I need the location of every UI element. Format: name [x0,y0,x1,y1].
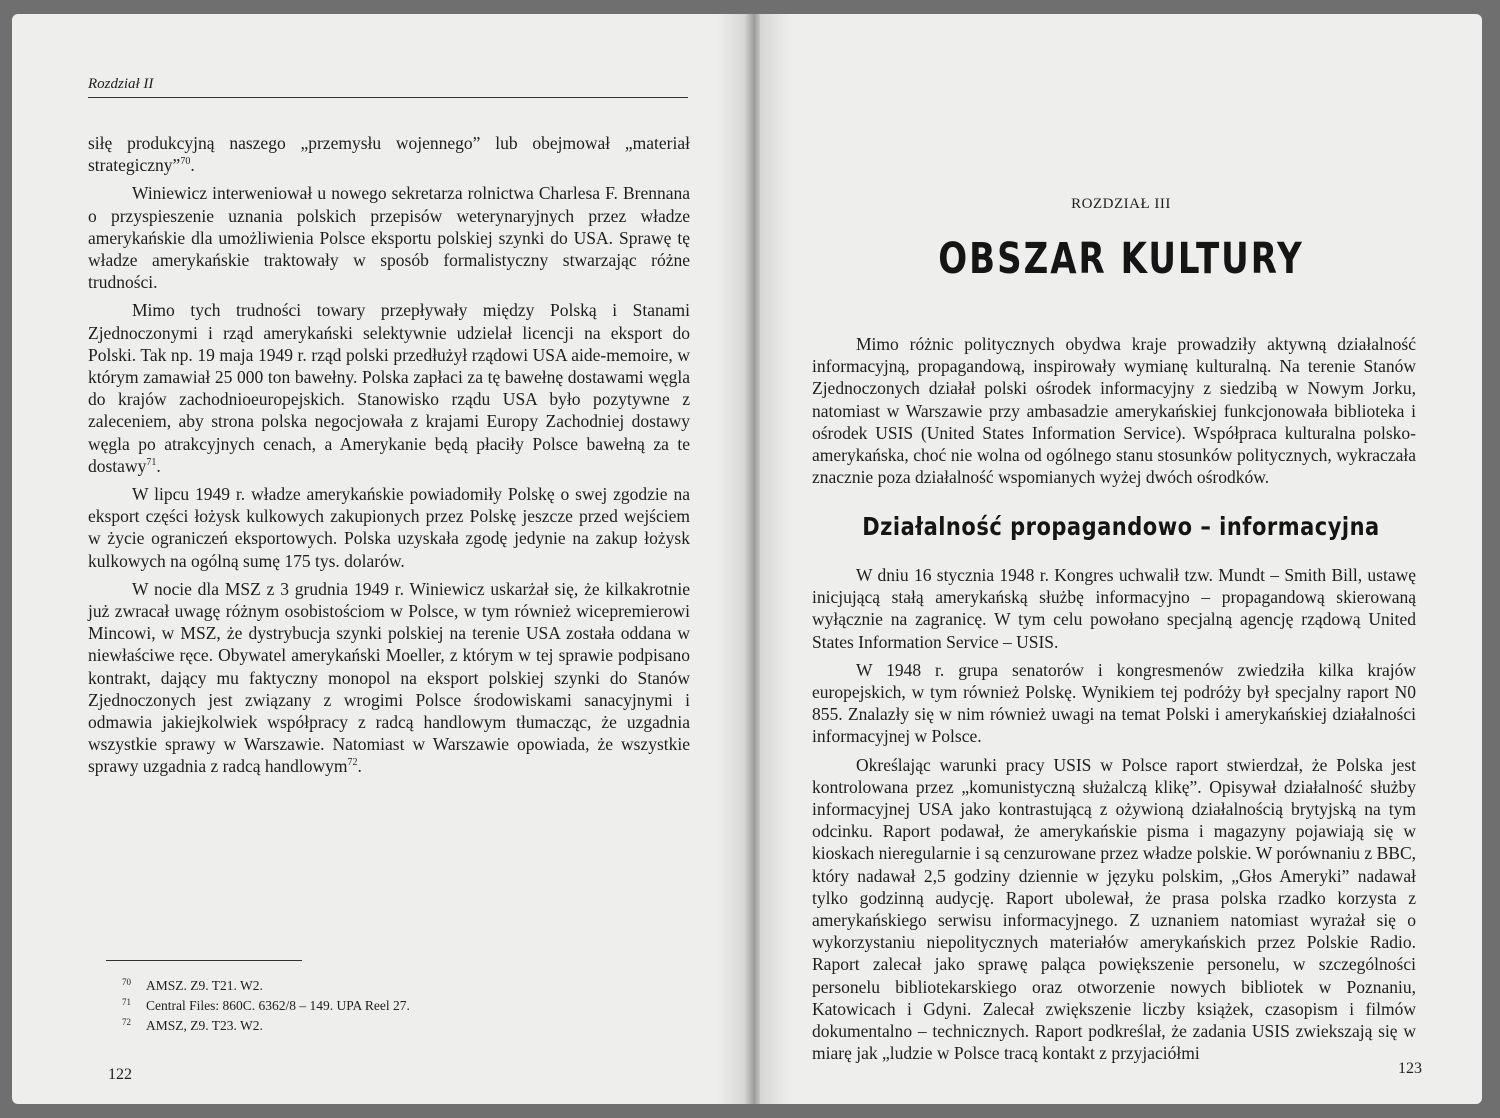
gutter-shadow [716,14,746,1104]
footnote-ref: 70 [180,156,191,168]
chapter-label: ROZDZIAŁ III [1071,196,1171,212]
chapter-title: OBSZAR KULTURY [938,234,1304,284]
footnote: 70 AMSZ. Z9. T21. W2. [122,976,263,993]
paragraph: Mimo różnic politycznych obydwa kraje prowadziły aktywną działalność informacyjną, propagandową, inspirowały wymianę kulturalną. Na terenie Stanów Zjednoczonych działał polski ośrodek informacyjny z siedzibą w Nowym Jorku, natomiast w Warszawie przy ambasadzie amerykańskiej funkcjonowała biblioteka i ośrodek USIS (United States Information Service). Współpraca kulturalna polsko-amerykańska, choć nie wolna od ogólnego stanu stosunków politycznych, wykraczała znacznie poza działalność wspomianych wyżej dwóch ośrodków. [812,334,1416,488]
paragraph: W dniu 16 stycznia 1948 r. Kongres uchwalił tzw. Mundt – Smith Bill, ustawę inicjującą stałą amerykańską służbę informacyjno – propagandową skierowaną wyłącznie na zagranicę. W tym celu powołano specjalną agencję rządową United States Information Service – USIS. [812,565,1416,652]
footnote-divider [106,960,302,961]
left-page [12,14,746,1104]
footnote: 72 AMSZ, Z9. T23. W2. [122,1016,263,1033]
footnotes [122,976,682,1036]
paragraph: Winiewicz interweniował u nowego sekretarza rolnictwa Charlesa F. Brennana o przyspieszenie uznania polskich przepisów weterynaryjnych przez władze amerykańskie dla umożliwienia Polsce eksportu polskiej szynki do USA. Sprawę tę władze amerykańskie traktowały w sposób formalistyczny stwarzając różne trudności. [88,183,690,293]
left-page-body [88,132,690,784]
right-page-body [812,564,1416,1070]
page-number: 122 [108,1066,132,1083]
paragraph: W lipcu 1949 r. władze amerykańskie powiadomiły Polskę o swej zgodzie na eksport części łożysk kulkowych zakupionych przez Polskę jeszcze przed wejściem w życie ograniczeń eksportowych. Polska uzyskała zgodę jedynie na zakup łożysk kulkowych na ogólną sumę 175 tys. dolarów. [88,484,690,571]
page-number: 123 [1398,1060,1422,1077]
gutter-shadow [760,14,790,1104]
running-head: Rozdział II [88,76,688,98]
footnote: 71 Central Files: 860C. 6362/8 – 149. UPA Reel 27. [122,996,410,1013]
footnote-ref: 71 [146,457,157,469]
section-title: Działalność propagandowo – informacyjna [862,512,1380,541]
right-page [760,14,1482,1104]
paragraph: W 1948 r. grupa senatorów i kongresmenów zwiedziła kilka krajów europejskich, w tym również Polskę. Wynikiem tej podróży był specjalny raport N0 855. Znalazły się w nim również uwagi na temat Polski i amerykańskiej działalności informacyjnej w Polsce. [812,659,1416,747]
paragraph: Określając warunki pracy USIS w Polsce raport stwierdzał, że Polska jest kontrolowana przez „komunistyczną służalczą klikę”. Opisywał działalność służby informacyjnej USA jako kontrastującą z ożywioną działalnością brytyjską na tym odcinku. Raport podawał, że amerykańskie pisma i magazyny pojawiają się w kioskach nieregularnie i są cenzurowane przez władze polskie. W porównaniu z BBC, który nadawał 2,5 godziny dziennie w języku polskim, „Głos Ameryki” nadawał tylko godzinną audycję. Raport ubolewał, że prasa polska rzadko korzysta z amerykańskiego serwisu informacyjnego. Z uznaniem natomiast wyrażał się o wykorzystaniu niepolitycznych materiałów amerykańskich przez Polskie Radio. Raport zalecał jako sprawę paląca powiększenie personelu, w szczególności personelu bibliotekarskiego oraz otworzenie nowych bibliotek w Poznaniu, Katowicach i Gdyni. Zalecał zwiększenie liczby książek, czasopism i filmów dokumentalno – technicznych. Raport podkreślał, że zadania USIS zwiekszają się w miarę jak „ludzie w Polsce tracą kontakt z przyjaciółmi [812,754,1416,1064]
paragraph: W nocie dla MSZ z 3 grudnia 1949 r. Winiewicz uskarżał się, że kilkakrotnie już zwracał uwagę różnym osobistościom w Polsce, w tym również wicepremierowi Mincowi, w MSZ, że dystrybucja szynki polskiej na terenie USA została oddana w niewłaściwe ręce. Obywatel amerykański Moeller, z którym w tej sprawie podpisano kontrakt, dający mu faktyczny monopol na eksport polskiej szynki do Stanów Zjednoczonych jest związany z wrogimi Polsce środowiskami sanacyjnymi i odmawia jakiejkolwiek współpracy z radcą handlowym tłumacząc, że uzgadnia wszystkie sprawy w Warszawie. Natomiast w Warszawie opowiada, że wszystkie sprawy uzgadnia z radcą handlowym$^{72}$. [88,578,690,777]
paragraph: siłę produkcyjną naszego „przemysłu wojennego” lub obejmował „materiał strategiczny”$^{70}$. [88,133,690,176]
paragraph: Mimo tych trudności towary przepływały między Polską i Stanami Zjednoczonymi i rząd amerykański selektywnie udzielał licencji na eksport do Polski. Tak np. 19 maja 1949 r. rząd polski przedłużył rządowi USA aide-memoire, w którym zamawiał 25 000 ton bawełny. Polska zapłaci za tę bawełnę dostawami węgla do krajów zachodnioeuropejskich. Stanowisko rządu USA było pozytywne z zaleceniem, aby strona polska negocjowała z krajami Europy Zachodniej dostawy węgla po atrakcyjnych cenach, a Amerykanie będą płaciły Polsce bawełną za te dostawy$^{71}$. [88,300,690,476]
footnote-ref: 72 [347,757,358,769]
chapter-intro [812,333,1416,494]
